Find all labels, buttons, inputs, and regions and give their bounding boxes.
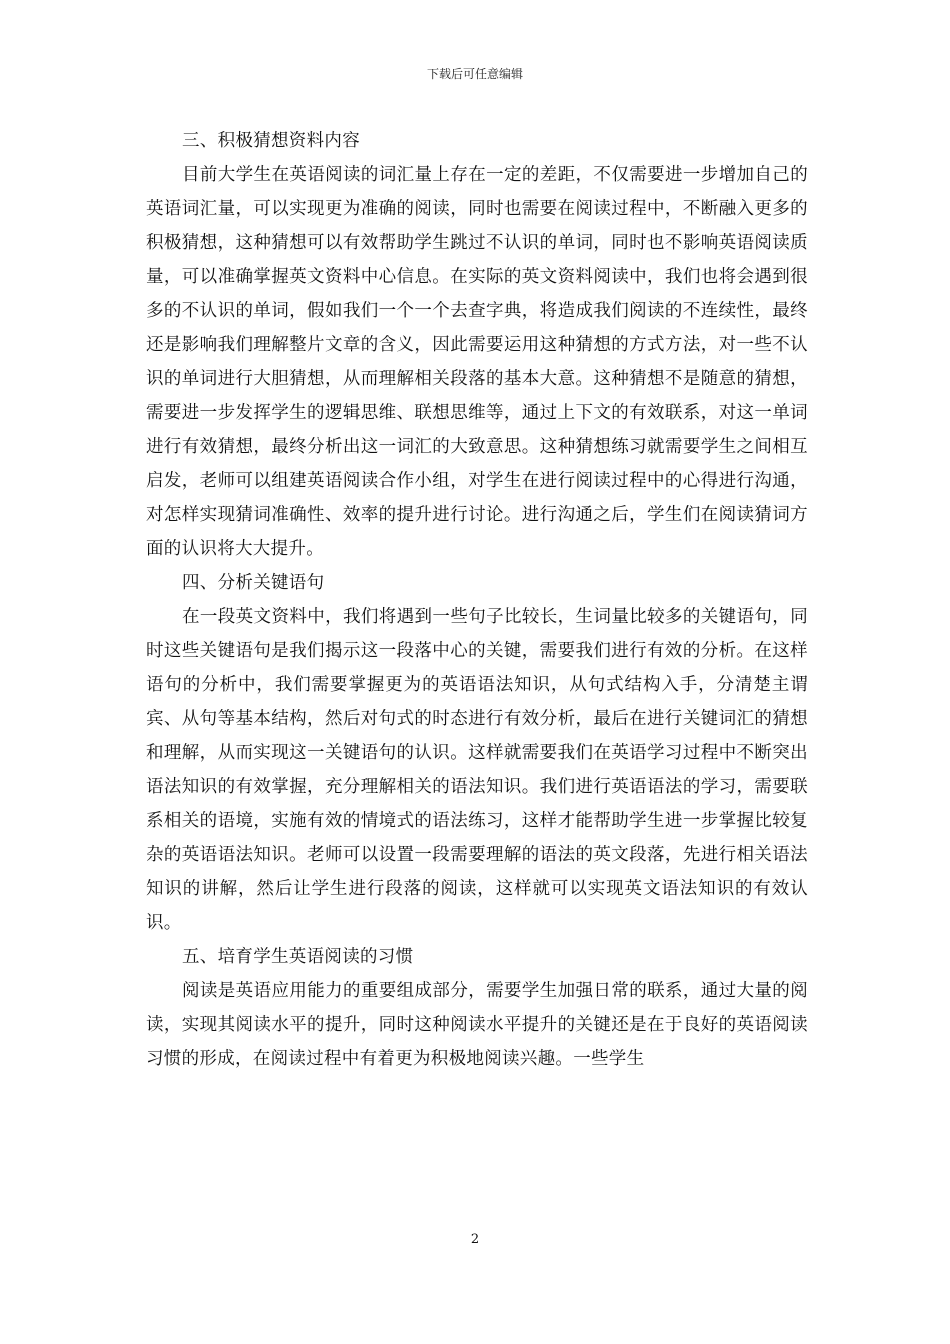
- section-paragraph-3: 目前大学生在英语阅读的词汇量上存在一定的差距，不仅需要进一步增加自己的英语词汇量，可以实现更为准确的阅读，同时也需要在阅读过程中，不断融入更多的积极猜想，这种猜想可以有效帮助学生跳过不认识的单词，同时也不影响英语阅读质量，可以准确掌握英文资料中心信息。在实际的英文资料阅读中，我们也将会遇到很多的不认识的单词，假如我们一个一个去查字典，将造成我们阅读的不连续性，最终还是影响我们理解整片文章的含义，因此需要运用这种猜想的方式方法，对一些不认识的单词进行大胆猜想，从而理解相关段落的基本大意。这种猜想不是随意的猜想，需要进一步发挥学生的逻辑思维、联想思维等，通过上下文的有效联系，对这一单词进行有效猜想，最终分析出这一词汇的大致意思。这种猜想练习就需要学生之间相互启发，老师可以组建英语阅读合作小组，对学生在进行阅读过程中的心得进行沟通，对怎样实现猜词准确性、效率的提升进行讨论。进行沟通之后，学生们在阅读猜词方面的认识将大大提升。: [146, 165, 808, 559]
- section-paragraph-4: 在一段英文资料中，我们将遇到一些句子比较长，生词量比较多的关键语句，同时这些关键语句是我们揭示这一段落中心的关键，需要我们进行有效的分析。在这样语句的分析中，我们需要掌握更为的英语语法知识，从句式结构入手，分清楚主谓宾、从句等基本结构，然后对句式的时态进行有效分析，最后在进行关键词汇的猜想和理解，从而实现这一关键语句的认识。这样就需要我们在英语学习过程中不断突出语法知识的有效掌握，充分理解相关的语法知识。我们进行英语语法的学习，需要联系相关的语境，实施有效的情境式的语法练习，这样才能帮助学生进一步掌握比较复杂的英语语法知识。老师可以设置一段需要理解的语法的英文段落，先进行相关语法知识的讲解，然后让学生进行段落的阅读，这样就可以实现英文语法知识的有效认识。: [146, 607, 808, 933]
- document-body: [146, 124, 808, 1076]
- section-heading-3: 三、积极猜想资料内容: [182, 131, 360, 151]
- page-number: 2: [470, 1232, 480, 1247]
- section-heading-5: 五、培育学生英语阅读的习惯: [182, 947, 414, 967]
- section-paragraph-5: 阅读是英语应用能力的重要组成部分，需要学生加强日常的联系，通过大量的阅读，实现其阅读水平的提升，同时这种阅读水平提升的关键还是在于良好的英语阅读习惯的形成，在阅读过程中有着更为积极地阅读兴趣。一些学生: [146, 981, 808, 1069]
- page-header: 下载后可任意编辑: [426, 67, 523, 81]
- section-heading-4: 四、分析关键语句: [182, 573, 325, 593]
